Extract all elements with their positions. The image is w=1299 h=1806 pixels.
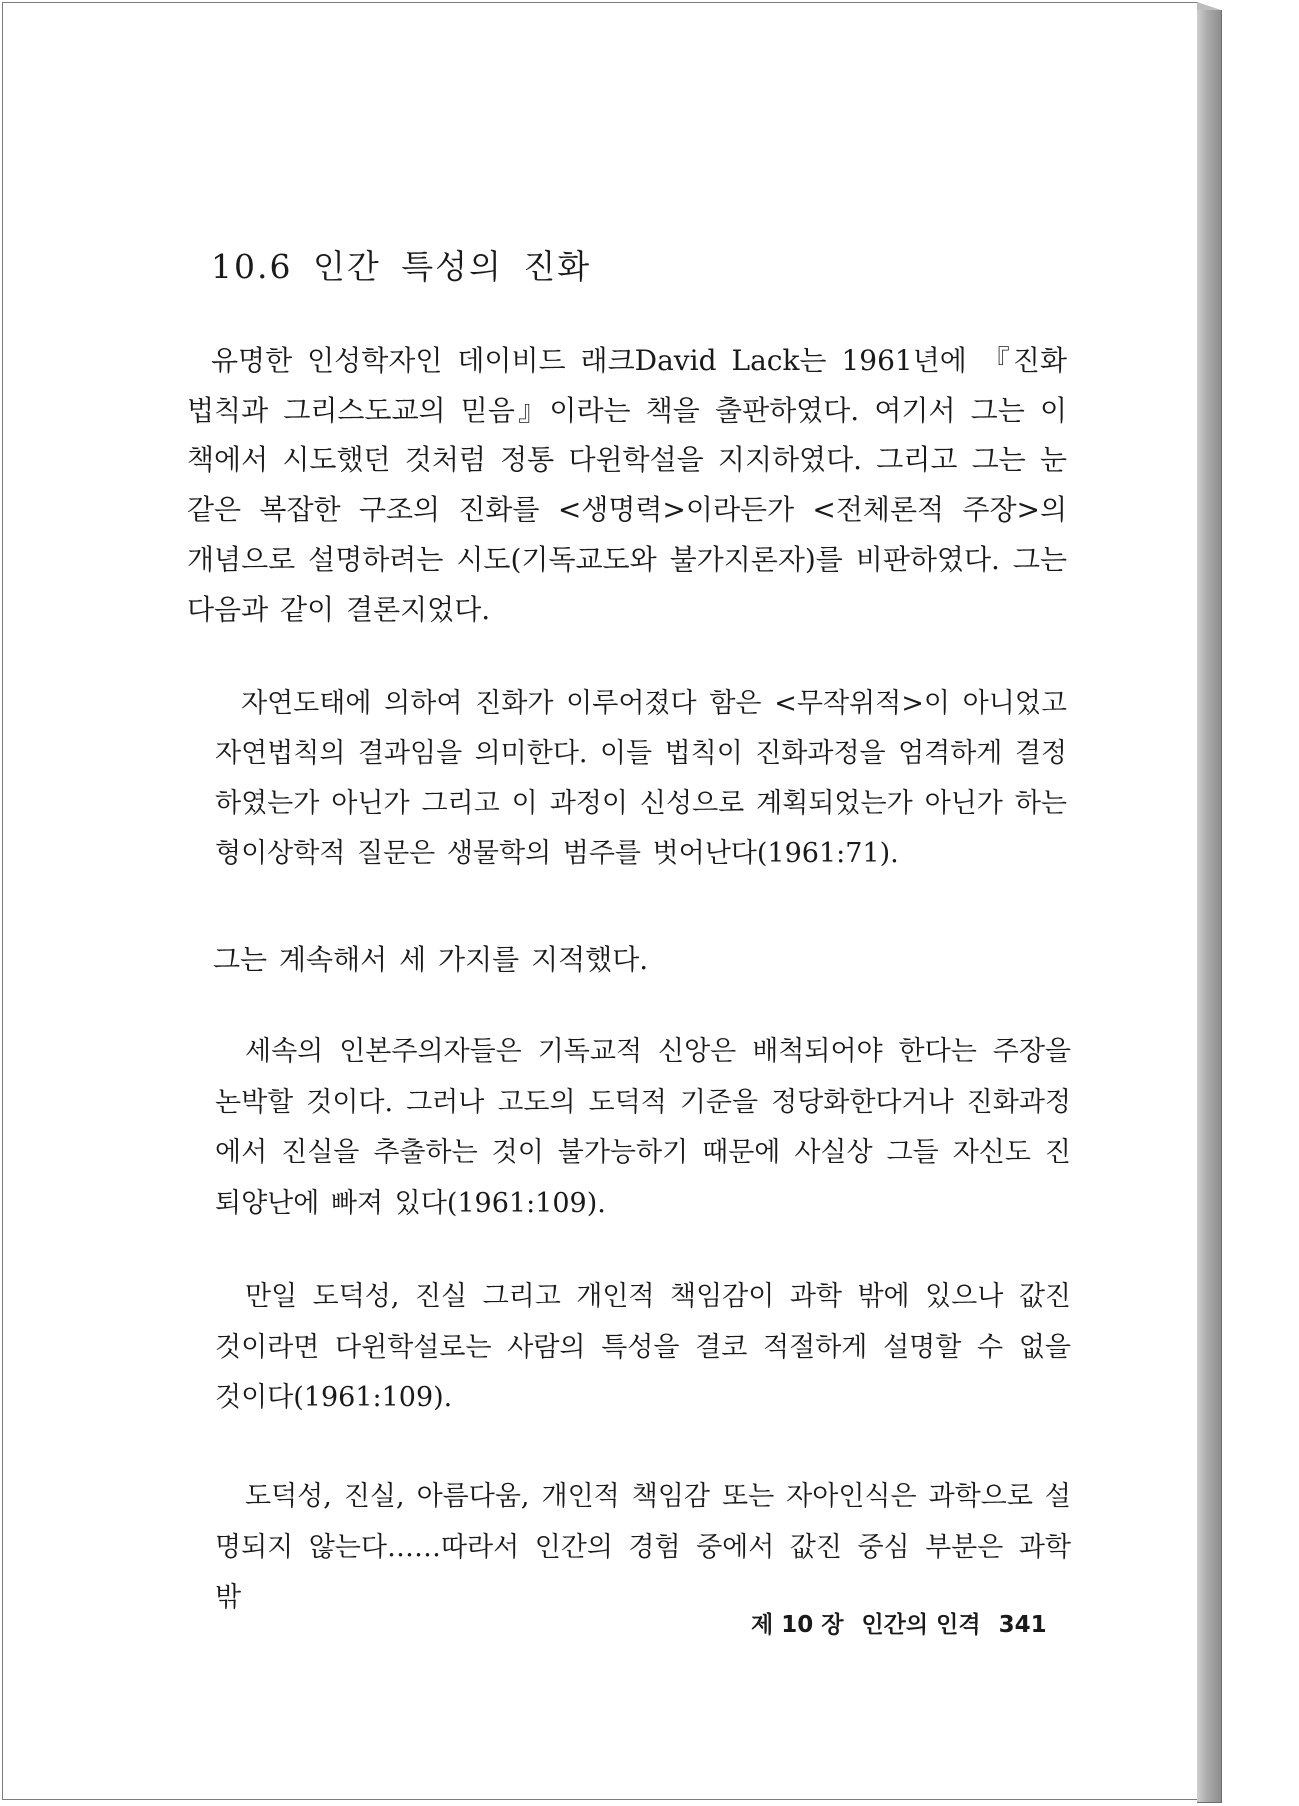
footer-chapter-title: 인간의 인격 (861, 1612, 981, 1638)
section-heading: 10.6 인간 특성의 진화 (211, 247, 592, 286)
body-paragraph-intro: 유명한 인성학자인 데이비드 래크David Lack는 1961년에 『진화법칙과 그리스도교의 믿음』이라는 책을 출판하였다. 여기서 그는 이 책에서 시도했던 것처럼 정통 다윈학설을 지지하였다. 그리고 그는 눈 같은 복잡한 구조의 진화를 <생명력>이라든가 <전체론적 주장>의 개념으로 설명하려는 시도(기독교도와 불가지론자)를 비판하였다. 그는 다음과 같이 결론지었다. (187, 344, 1067, 626)
page-footer (751, 1606, 1047, 1639)
block-quote-2: 세속의 인본주의자들은 기독교적 신앙은 배척되어야 한다는 주장을 논박할 것이다. 그러나 고도의 도덕적 기준을 정당화한다거나 진화과정에서 진실을 추출하는 것이 불가능하기 때문에 사실상 그들 자신도 진퇴양난에 빠져 있다(1961:109). (215, 1036, 1071, 1219)
page-edge-corner (1197, 2, 1221, 10)
block-quote-3: 만일 도덕성, 진실 그리고 개인적 책임감이 과학 밖에 있으나 값진 것이라면 다윈학설로는 사람의 특성을 결코 적절하게 설명할 수 없을 것이다(1961:109). (215, 1281, 1071, 1413)
page-stack-edge (1197, 10, 1222, 1803)
book-page (2, 2, 1198, 1800)
block-quote-1: 자연도태에 의하여 진화가 이루어졌다 함은 <무작위적>이 아니었고 자연법칙의 결과임을 의미한다. 이들 법칙이 진화과정을 엄격하게 결정하였는가 아닌가 그리고 이 과정이 신성으로 계획되었는가 아닌가 하는 형이상학적 질문은 생물학의 범주를 벗어난다(1961:71). (215, 688, 1067, 869)
body-paragraph-transition: 그는 계속해서 세 가지를 지적했다. (213, 943, 649, 976)
footer-chapter: 제 10 장 (751, 1612, 844, 1638)
block-quote-4: 도덕성, 진실, 아름다움, 개인적 책임감 또는 자아인식은 과학으로 설명되지 않는다……따라서 인간의 경험 중에서 값진 중심 부분은 과학 밖 (215, 1481, 1071, 1613)
page-number: 341 (998, 1612, 1047, 1638)
